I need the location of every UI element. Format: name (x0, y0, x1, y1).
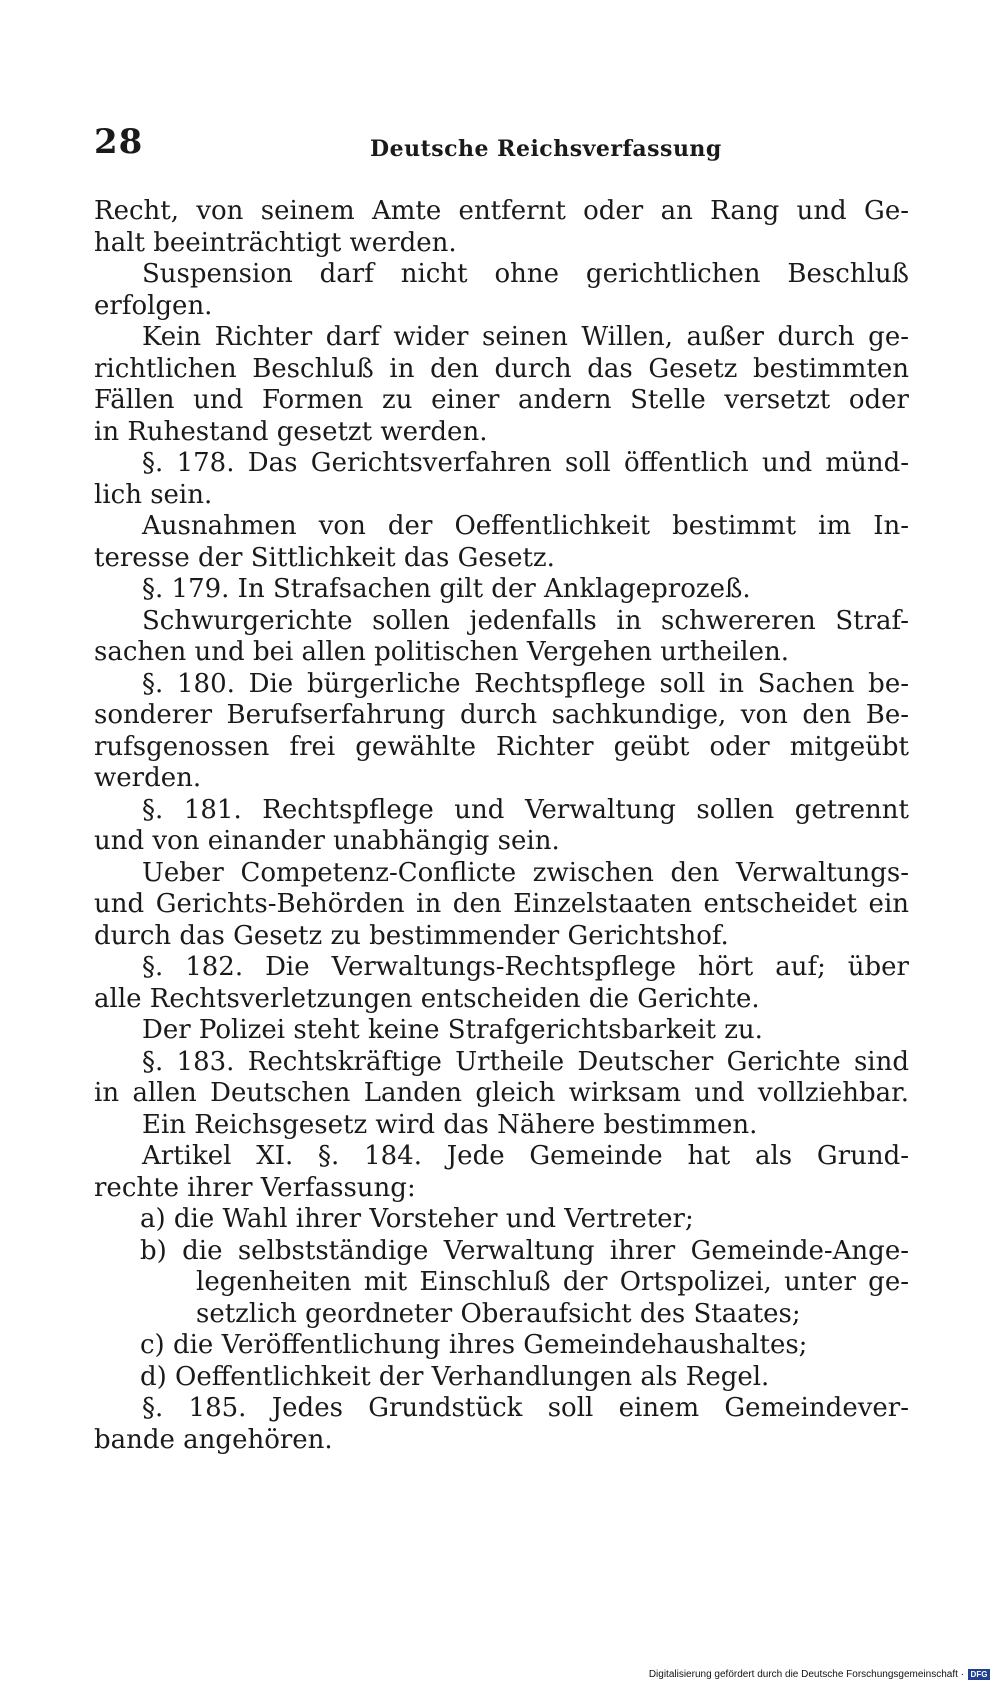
dfg-logo: DFG (968, 1669, 990, 1680)
text-line: alle Rechtsverletzungen entscheiden die Gerichte. (94, 983, 760, 1014)
footer-text: Digitalisierung gefördert durch die Deutsche Forschungsgemeinschaft · (648, 1669, 964, 1680)
text-line: §. 179. In Strafsachen gilt der Anklageprozeß. (142, 574, 751, 604)
page-number: 28 (94, 122, 144, 162)
text-line: §. 181. Rechtspflege und Verwaltung sollen getrennt (142, 794, 909, 825)
text-line: durch das Gesetz zu bestimmender Gerichtshof. (94, 920, 729, 951)
text-line: sonderer Berufserfahrung durch sachkundige, von den Be- (94, 700, 909, 730)
text-line: Ein Reichsgesetz wird das Nähere bestimmen. (142, 1109, 758, 1140)
text-line: Suspension darf nicht ohne gerichtlichen Beschluß (142, 259, 909, 289)
list-item: a) die Wahl ihrer Vorsteher und Vertreter; (140, 1204, 694, 1234)
text-line: und von einander unabhängig sein. (94, 826, 560, 856)
text-line: §. 182. Die Verwaltungs-Rechtspflege hört auf; über (142, 952, 909, 982)
text-line: Schwurgerichte sollen jedenfalls in schwereren Straf- (142, 605, 909, 636)
text-line: Ueber Competenz-Conflicte zwischen den Verwaltungs- (142, 857, 909, 888)
text-line: Ausnahmen von der Oeffentlichkeit bestimmt im In- (142, 511, 909, 541)
text-line: teresse der Sittlichkeit das Gesetz. (94, 542, 555, 573)
text-line: Fällen und Formen zu einer andern Stelle versetzt oder (94, 385, 909, 415)
text-line: Der Polizei steht keine Strafgerichtsbarkeit zu. (142, 1015, 763, 1045)
body-text (94, 196, 909, 1456)
text-line: lich sein. (94, 479, 213, 510)
text-line: und Gerichts-Behörden in den Einzelstaaten entscheidet ein (94, 889, 909, 919)
text-line: halt beeinträchtigt werden. (94, 227, 457, 258)
text-line: bande angehören. (94, 1424, 333, 1455)
text-line: sachen und bei allen politischen Vergehen urtheilen. (94, 637, 789, 667)
text-line: Kein Richter darf wider seinen Willen, außer durch ge- (142, 322, 909, 352)
text-line: Artikel XI. §. 184. Jede Gemeinde hat als Grund- (142, 1141, 909, 1171)
list-item-continuation: legenheiten mit Einschluß der Ortspolizei, unter ge- (196, 1267, 909, 1297)
text-line: richtlichen Beschluß in den durch das Gesetz bestimmten (94, 353, 909, 384)
text-line: rufsgenossen frei gewählte Richter geübt oder mitgeübt (94, 731, 909, 762)
text-line: §. 178. Das Gerichtsverfahren soll öffentlich und münd- (142, 448, 909, 478)
text-line: §. 185. Jedes Grundstück soll einem Gemeindever- (142, 1393, 909, 1423)
text-line: §. 180. Die bürgerliche Rechtspflege soll in Sachen be- (142, 668, 909, 699)
list-item: d) Oeffentlichkeit der Verhandlungen als Regel. (140, 1361, 770, 1392)
text-line: in allen Deutschen Landen gleich wirksam und vollziehbar. (94, 1078, 909, 1108)
list-item: c) die Veröffentlichung ihres Gemeindehaushaltes; (140, 1330, 808, 1360)
text-line: rechte ihrer Verfassung: (94, 1172, 416, 1203)
text-line: in Ruhestand gesetzt werden. (94, 416, 488, 447)
digitization-footer (649, 1669, 990, 1680)
list-item-continuation: setzlich geordneter Oberaufsicht des Staates; (196, 1298, 801, 1329)
text-line: §. 183. Rechtskräftige Urtheile Deutscher Gerichte sind (142, 1046, 909, 1077)
list-item: b) die selbstständige Verwaltung ihrer Gemeinde-Ange- (140, 1235, 909, 1266)
text-line: erfolgen. (94, 290, 213, 321)
running-head: Deutsche Reichsverfassung (370, 136, 722, 162)
text-line: werden. (94, 763, 202, 793)
text-line: Recht, von seinem Amte entfernt oder an Rang und Ge- (94, 196, 909, 226)
